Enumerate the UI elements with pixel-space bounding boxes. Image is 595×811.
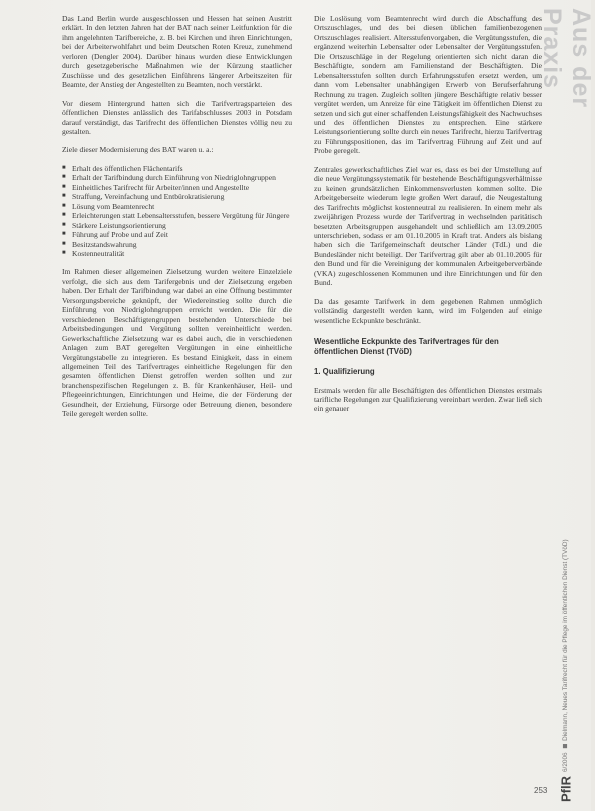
right-column — [314, 14, 542, 423]
page-number: 253 — [534, 786, 548, 795]
section-label: Aus der Praxis — [538, 8, 595, 109]
list-item: ■ Stärkere Leistungsorientierung — [62, 221, 292, 230]
citation-text: 6/2006 ◼ Dielmann, Neues Tarifrecht für die Pflege im öffentlichen Dienst (TVöD) — [562, 539, 569, 772]
goals-list — [62, 164, 292, 259]
list-item: ■ Erhalt des öffentlichen Flächentarifs — [62, 164, 292, 173]
list-item: ■ Führung auf Probe und auf Zeit — [62, 230, 292, 239]
list-item: ■ Kostenneutralität — [62, 249, 292, 258]
paragraph: Erstmals werden für alle Beschäftigten des öffentlichen Dienstes erstmals tarifliche Regelungen zur Qualifizierung vereinbart werden. Zwar ließ sich ein genauer — [314, 385, 542, 414]
paragraph: Da das gesamte Tarifwerk in dem gegebenen Rahmen unmöglich vollständig dargestellt werden kann, wird im Folgenden auf einige wesentliche Eckpunkte beschränkt. — [314, 296, 542, 325]
journal-abbreviation: PflR — [558, 776, 574, 802]
paragraph: Die Loslösung vom Beamtenrecht wird durch die Abschaffung des Ortszuschlages, und des bei diesen üblichen familienbezogenen Ortszuschlages realisiert. Altersstufenvorgaben, die Vergütungsstufen, die ergänzend weiterhin Lebensalter oder Lebensalter der Vergütungsstufen. Die Ortszuschläge in der Regelung orientierten sich nicht daran die Beschäftigte, sondern am Familienstand der Beschäftigten. Die Lebensaltersstufen sollten durch Erfahrungsstufen ersetzt werden, um dann vom Lebensalter unabhängigen Erwerb von Berufserfahrung Rechnung zu tragen. Zugleich sollten jüngere Beschäftigte relativ besser vergütet werden, um Anreize für eine Tätigkeit im öffentlichen Dienst zu setzen und sich gut einer schaffenden Leistungsfähigkeit des Nachwuchses und des öffentlichen Dienstes zu entsprechen. Eine stärkere Leistungsorientierung sollte durch ein neues Tarifrecht, hierzu Tarifvertrag zu Führungspositionen, das im Tarifvertrag Führung auf Zeit und auf Probe geregelt. — [314, 14, 542, 156]
paragraph: Zentrales gewerkschaftliches Ziel war es, dass es bei der Umstellung auf die neue Vergütungssystematik für bestehende Beschäftigungsverhältnisse zu keinen grundsätzlichen Einkommensverlusten kommen sollte. Die Arbeitgeberseite wiederum legte großen Wert darauf, die Neugestaltung des Tarifrechts möglichst kostenneutral zu realisieren. In einem mehr als zweijährigen Prozess wurde der Tarifvertrag in wechselnden paritätisch besetzten Arbeitsgruppen ausgehandelt und schließlich am 13.09.2005 unterschrieben, sodass er am 01.10.2005 in Kraft trat. Anders als bislang haben sich die Tarifgemeinschaft deutscher Länder (TdL) und die Bundesländer nicht beteiligt. Der Tarifvertrag gilt aber ab 01.10.2005 für den Bund und für die Vereinigung der kommunalen Arbeitgeberverbände (VKA) zugeschlossenen Kommunen und ihre Einrichtungen und für den Bund. — [314, 164, 542, 288]
list-item: ■ Erleichterungen statt Lebensaltersstufen, bessere Vergütung für Jüngere — [62, 211, 292, 220]
subsection-heading: 1. Qualifizierung — [314, 367, 375, 377]
left-column — [62, 14, 292, 428]
list-item: ■ Erhalt der Tarifbindung durch Einführung von Niedriglohngruppen — [62, 173, 292, 182]
running-footer — [555, 432, 577, 802]
list-item: ■ Straffung, Vereinfachung und Entbürokratisierung — [62, 192, 292, 201]
list-item: ■ Einheitliches Tarifrecht für Arbeiter/innen und Angestellte — [62, 183, 292, 192]
paragraph: Vor diesem Hintergrund hatten sich die Tarifvertragsparteien des öffentlichen Dienstes anlässlich des Tarifabschlusses 2003 in Potsdam darauf verständigt, das Tarifrecht des öffentlichen Dienstes völlig neu zu gestalten. — [62, 98, 292, 136]
paragraph: Im Rahmen dieser allgemeinen Zielsetzung wurden weitere Einzelziele verfolgt, die sich aus dem Tarifergebnis und der Zielsetzung ergeben haben. Der Erhalt der Tarifbindung war dabei an eine Öffnung bestimmter Versorgungsbereiche geknüpft, der Wiedereinstieg sollte durch die Einführung von Niedriglohngruppen erreicht werden. Die für die verschiedenen Beschäftigtengruppen bestehenden Unterschiede bei Arbeitsbedingungen und Vergütung sollten vereinheitlicht werden. Gewerkschaftliche Zielsetzung war es dabei auch, die in verschiedenen Anlagen zum BAT geregelten Vergütungen in eine einheitliche Vergütungstabelle zu integrieren. Es bestand Einigkeit, dass in einem allgemeinen Teil des Tarifvertrages einheitliche Regelungen für den gesamten öffentlichen Dienst getroffen werden sollten und zur branchenspezifischen Regelungen z. B. für Krankenhäuser, Heil- und Pflegeeinrichtungen, Einrichtungen und Heime, die der Förderung der Gesundheit, der Erziehung, Fürsorge oder Betreuung dienen, besondere Teile geregelt werden sollte. — [62, 267, 292, 419]
section-heading: Wesentliche Eckpunkte des Tarifvertrages für den öffentlichen Dienst (TVöD) — [314, 337, 499, 357]
paragraph: Das Land Berlin wurde ausgeschlossen und Hessen hat seinen Austritt erklärt. In den letzten Jahren hat der BAT nach seiner Leitfunktion für die ihm angelehnten Tarifbereiche, z. B. bei Kirchen und ihren Einrichtungen, bei der Arbeiterwohlfahrt und beim Deutschen Roten Kreuz, zunehmend verloren (Dengler 2004). Darüber hinaus wurden diese Entwicklungen durch gesetzgeberische Maßnahmen wie der Kürzung staatlicher Zuschüsse und des gesetzlichen Einführens längerer Arbeitszeiten für Beamte, der Anstieg der Angestellten zu Beamten, noch verstärkt. — [62, 14, 292, 90]
list-item: ■ Besitzstandswahrung — [62, 240, 292, 249]
list-item: ■ Lösung vom Beamtenrecht — [62, 202, 292, 211]
paragraph: Ziele dieser Modernisierung des BAT waren u. a.: — [62, 145, 214, 155]
